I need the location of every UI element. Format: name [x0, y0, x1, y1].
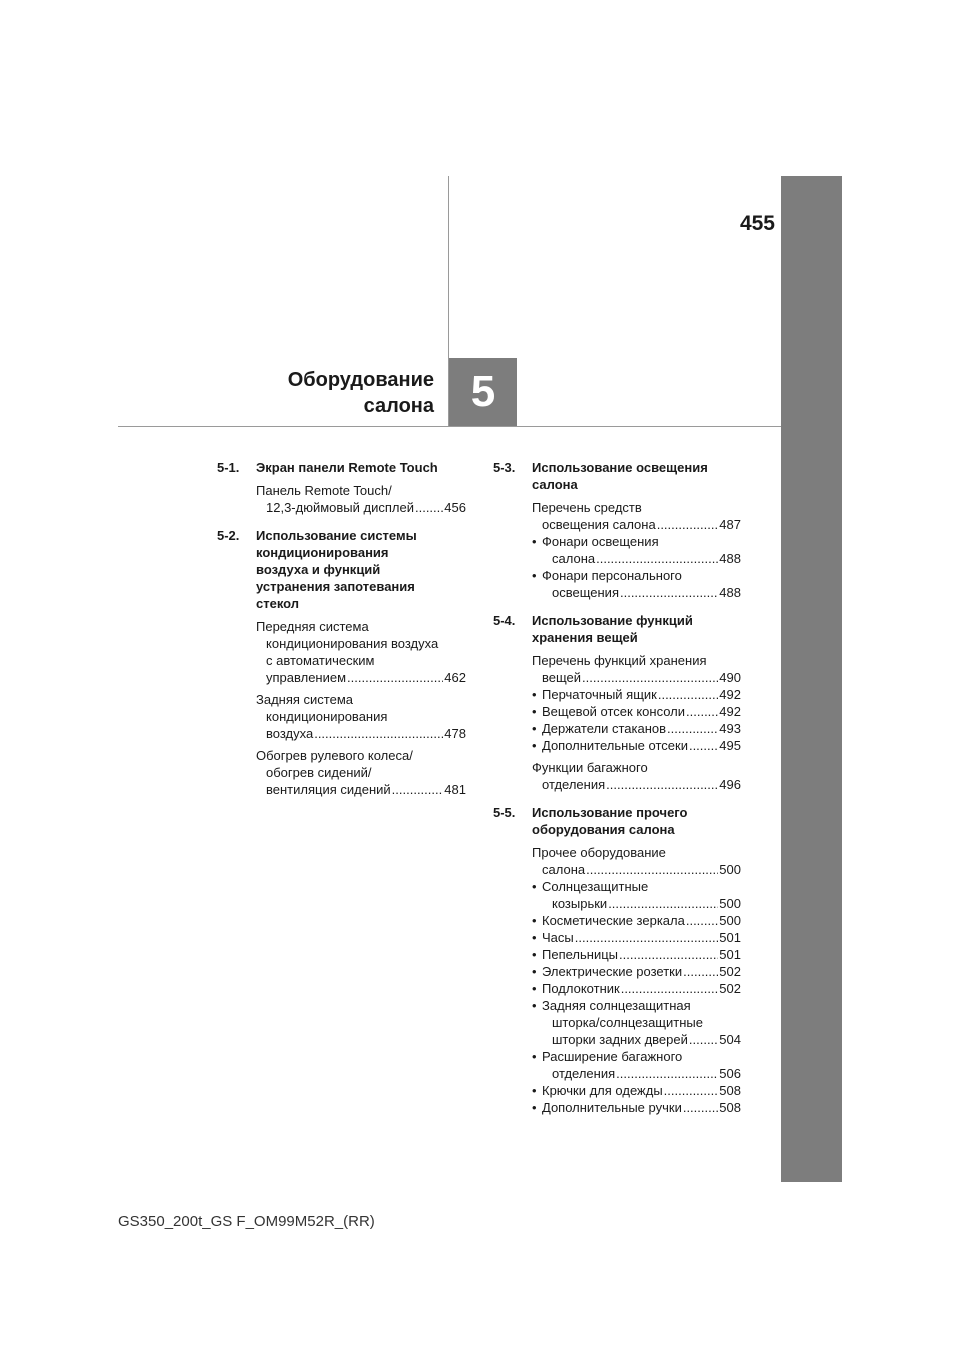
- toc-entry-link[interactable]: [542, 980, 741, 997]
- toc-entry-text: Обогрев рулевого колеса/: [256, 748, 413, 763]
- toc-entry-text: Крючки для одежды: [542, 1083, 663, 1098]
- toc-entry-text: Пепельницы: [542, 947, 619, 962]
- toc-entry-link[interactable]: [256, 669, 466, 686]
- dot-leader: [686, 912, 718, 929]
- dot-leader: [683, 963, 718, 980]
- toc-section: [217, 459, 466, 516]
- toc-entry-text: шторка/солнцезащитные: [552, 1015, 703, 1030]
- dot-leader: [689, 1031, 718, 1048]
- dot-leader: [392, 781, 444, 798]
- toc-bullet-item: [532, 720, 741, 737]
- toc-bullet-item: [532, 1048, 741, 1082]
- toc-entry-text: Косметические зеркала: [542, 913, 685, 928]
- bullet-icon: •: [532, 704, 537, 719]
- toc-entry-link[interactable]: [532, 669, 741, 686]
- toc-page-number: 495: [719, 738, 741, 753]
- toc-page-number: 488: [719, 585, 741, 600]
- toc-bullet-list: [532, 878, 741, 1116]
- bullet-icon: •: [532, 534, 537, 549]
- chapter-title: [250, 367, 434, 419]
- toc-page-number: 508: [719, 1100, 741, 1115]
- toc-page-number: 488: [719, 551, 741, 566]
- toc-section: [493, 459, 741, 601]
- toc-page-number: 508: [719, 1083, 741, 1098]
- dot-leader: [683, 1099, 718, 1116]
- toc-section-title: кондиционирования: [256, 545, 389, 560]
- dot-leader: [415, 499, 443, 516]
- toc-section-title: устранения запотевания: [256, 579, 415, 594]
- toc-entry-text: Подлокотник: [542, 981, 620, 996]
- toc-entries: [217, 482, 466, 516]
- toc-entry-text: Задняя система: [256, 692, 354, 707]
- bullet-icon: •: [532, 930, 537, 945]
- toc-page-number: 492: [719, 687, 741, 702]
- toc-page-number: 493: [719, 721, 741, 736]
- toc-page-number: 502: [719, 964, 741, 979]
- toc-section: [493, 804, 741, 1116]
- toc-entry: [256, 482, 466, 516]
- toc-page-number: 456: [444, 500, 466, 515]
- toc-bullet-item: [532, 878, 741, 912]
- toc-entry-text: Перечень средств: [532, 500, 642, 515]
- toc-bullet-item: [532, 737, 741, 754]
- toc-entry-text: Дополнительные ручки: [542, 1100, 682, 1115]
- dot-leader: [347, 669, 443, 686]
- toc-entry-text: Часы: [542, 930, 574, 945]
- toc-entry-text: Задняя солнцезащитная: [542, 998, 691, 1013]
- toc-section: [217, 527, 466, 798]
- chapter-title-line: Оборудование: [287, 369, 434, 391]
- toc-entry-text: козырьки: [552, 896, 608, 911]
- toc-entry-link[interactable]: [256, 725, 466, 742]
- toc-section-number: 5-1.: [217, 460, 240, 475]
- toc-entry-link[interactable]: [542, 550, 741, 567]
- dot-leader: [314, 725, 443, 742]
- toc-entry-text: Перечень функций хранения: [532, 653, 707, 668]
- dot-leader: [620, 584, 718, 601]
- toc-section-number: 5-2.: [217, 528, 240, 543]
- toc-entry-text: Электрические розетки: [542, 964, 683, 979]
- bullet-icon: •: [532, 913, 537, 928]
- toc-entries: [493, 844, 741, 1116]
- toc-entry-link[interactable]: [542, 703, 741, 720]
- dot-leader: [664, 1082, 719, 1099]
- dot-leader: [582, 669, 718, 686]
- bullet-icon: •: [532, 568, 537, 583]
- toc-entry-text: Дополнительные отсеки: [542, 738, 688, 753]
- bullet-icon: •: [532, 964, 537, 979]
- toc-section-heading[interactable]: [493, 612, 741, 646]
- bullet-icon: •: [532, 721, 537, 736]
- toc-entries: [217, 618, 466, 798]
- dot-leader: [586, 861, 718, 878]
- toc-entry-link[interactable]: [542, 1065, 741, 1082]
- toc-entry-link[interactable]: [532, 861, 741, 878]
- toc-entry-text: воздуха: [266, 726, 314, 741]
- header-horizontal-rule: [118, 426, 781, 427]
- toc-page-number: 500: [719, 896, 741, 911]
- toc-entry-text: салона: [552, 551, 596, 566]
- toc-section: [493, 612, 741, 793]
- dot-leader: [658, 686, 718, 703]
- toc-section-title: Использование функций: [532, 613, 693, 628]
- toc-entry-text: Солнцезащитные: [542, 879, 649, 894]
- toc-section-number: 5-4.: [493, 613, 516, 628]
- toc-entry: [256, 747, 466, 798]
- toc-entry-text: освещения салона: [542, 517, 656, 532]
- toc-bullet-list: [532, 686, 741, 754]
- toc-page-number: 478: [444, 726, 466, 741]
- toc-page-number: 500: [719, 862, 741, 877]
- bullet-icon: •: [532, 879, 537, 894]
- chapter-thumb-tab: [781, 176, 842, 1182]
- toc-entries: [493, 499, 741, 601]
- toc-entry-link[interactable]: [542, 737, 741, 754]
- toc-entry: [532, 499, 741, 533]
- toc-bullet-item: [532, 533, 741, 567]
- toc-bullet-item: [532, 997, 741, 1048]
- toc-section-heading[interactable]: [493, 459, 741, 493]
- toc-bullet-item: [532, 686, 741, 703]
- toc-section-heading[interactable]: [217, 459, 466, 476]
- dot-leader: [689, 737, 718, 754]
- toc-entry-link[interactable]: [542, 912, 741, 929]
- dot-leader: [667, 720, 718, 737]
- toc-entry-text: шторки задних дверей: [552, 1032, 688, 1047]
- toc-entry-text: отделения: [542, 777, 606, 792]
- toc-entry-text: Фонари персонального: [542, 568, 682, 583]
- document-code-footer: GS350_200t_GS F_OM99M52R_(RR): [118, 1213, 375, 1230]
- toc-section-title: стекол: [256, 596, 300, 611]
- dot-leader: [621, 980, 719, 997]
- toc-page-number: 487: [719, 517, 741, 532]
- toc-page-number: 501: [719, 930, 741, 945]
- toc-page-number: 502: [719, 981, 741, 996]
- toc-bullet-item: [532, 1082, 741, 1099]
- bullet-icon: •: [532, 1049, 537, 1064]
- toc-entry-link[interactable]: [542, 584, 741, 601]
- toc-page-number: 506: [719, 1066, 741, 1081]
- toc-page-number: 501: [719, 947, 741, 962]
- toc-page-number: 500: [719, 913, 741, 928]
- toc-entry-link[interactable]: [532, 516, 741, 533]
- toc-entry-link[interactable]: [542, 929, 741, 946]
- toc-entry-text: Фонари освещения: [542, 534, 659, 549]
- toc-bullet-item: [532, 929, 741, 946]
- toc-page-number: 496: [719, 777, 741, 792]
- toc-section-number: 5-5.: [493, 805, 516, 820]
- toc-bullet-item: [532, 703, 741, 720]
- toc-bullet-item: [532, 567, 741, 601]
- toc-section-title: Экран панели Remote Touch: [256, 460, 438, 475]
- toc-section-title: оборудования салона: [532, 822, 675, 837]
- toc-entry-text: вещей: [542, 670, 582, 685]
- toc-entry-link[interactable]: [542, 686, 741, 703]
- toc-entry-link[interactable]: [542, 963, 741, 980]
- toc-entry-link[interactable]: [542, 895, 741, 912]
- toc-entry-text: Функции багажного: [532, 760, 648, 775]
- toc-entry-link[interactable]: [542, 720, 741, 737]
- bullet-icon: •: [532, 687, 537, 702]
- toc-entry-text: освещения: [552, 585, 619, 600]
- bullet-icon: •: [532, 738, 537, 753]
- toc-entry-text: Передняя система: [256, 619, 369, 634]
- toc-entry-text: обогрев сидений/: [266, 765, 372, 780]
- toc-entry-text: Перчаточный ящик: [542, 687, 657, 702]
- page-number: 455: [739, 212, 775, 235]
- dot-leader: [608, 895, 718, 912]
- toc-entry-link[interactable]: [542, 1031, 741, 1048]
- toc-page-number: 504: [719, 1032, 741, 1047]
- toc-entries: [493, 652, 741, 793]
- toc-bullet-item: [532, 980, 741, 997]
- dot-leader: [616, 1065, 718, 1082]
- toc-entry: [532, 759, 741, 793]
- toc-entry-text: Прочее оборудование: [532, 845, 666, 860]
- chapter-number: 5: [470, 367, 496, 416]
- toc-bullet-item: [532, 1099, 741, 1116]
- toc-entry-text: Расширение багажного: [542, 1049, 683, 1064]
- toc-bullet-item: [532, 912, 741, 929]
- toc-entry-link[interactable]: [542, 1082, 741, 1099]
- toc-entry-text: Вещевой отсек консоли: [542, 704, 686, 719]
- bullet-icon: •: [532, 1083, 537, 1098]
- toc-entry-text: 12,3-дюймовый дисплей: [266, 500, 414, 515]
- toc-entry-text: салона: [542, 862, 586, 877]
- toc-column-left: [217, 459, 466, 809]
- bullet-icon: •: [532, 1100, 537, 1115]
- toc-entry-text: Панель Remote Touch/: [256, 483, 392, 498]
- toc-entry-link[interactable]: [256, 781, 466, 798]
- toc-bullet-item: [532, 946, 741, 963]
- chapter-title-line: салона: [363, 395, 434, 417]
- toc-section-number: 5-3.: [493, 460, 516, 475]
- toc-section-heading[interactable]: [493, 804, 741, 838]
- chapter-number-box: [449, 358, 517, 426]
- toc-section-title: Использование системы: [256, 528, 417, 543]
- toc-page-number: 481: [444, 782, 466, 797]
- toc-bullet-item: [532, 963, 741, 980]
- toc-page-number: 490: [719, 670, 741, 685]
- toc-section-title: хранения вещей: [532, 630, 638, 645]
- dot-leader: [575, 929, 719, 946]
- bullet-icon: •: [532, 947, 537, 962]
- dot-leader: [657, 516, 719, 533]
- dot-leader: [606, 776, 718, 793]
- bullet-icon: •: [532, 981, 537, 996]
- toc-section-title: Использование освещения: [532, 460, 708, 475]
- toc-bullet-list: [532, 533, 741, 601]
- toc-entry: [532, 844, 741, 878]
- dot-leader: [686, 703, 718, 720]
- toc-entry-link[interactable]: [532, 776, 741, 793]
- toc-entry-text: управлением: [266, 670, 347, 685]
- toc-entry-text: кондиционирования воздуха: [266, 636, 439, 651]
- toc-page-number: 492: [719, 704, 741, 719]
- toc-section-title: салона: [532, 477, 578, 492]
- toc-section-title: воздуха и функций: [256, 562, 381, 577]
- toc-entry-text: кондиционирования: [266, 709, 388, 724]
- bullet-icon: •: [532, 998, 537, 1013]
- toc-section-heading[interactable]: [217, 527, 466, 612]
- toc-entry-text: с автоматическим: [266, 653, 375, 668]
- dot-leader: [596, 550, 718, 567]
- toc-section-title: Использование прочего: [532, 805, 688, 820]
- toc-entry: [256, 618, 466, 686]
- toc-page-number: 462: [444, 670, 466, 685]
- toc-entry-text: вентиляция сидений: [266, 782, 391, 797]
- toc-entry-text: отделения: [552, 1066, 616, 1081]
- toc-column-right: [493, 459, 741, 1127]
- toc-entry-text: Держатели стаканов: [542, 721, 667, 736]
- toc-entry: [256, 691, 466, 742]
- toc-entry-link[interactable]: [542, 946, 741, 963]
- toc-entry-link[interactable]: [256, 499, 466, 516]
- toc-entry-link[interactable]: [542, 1099, 741, 1116]
- toc-entry: [532, 652, 741, 686]
- dot-leader: [619, 946, 718, 963]
